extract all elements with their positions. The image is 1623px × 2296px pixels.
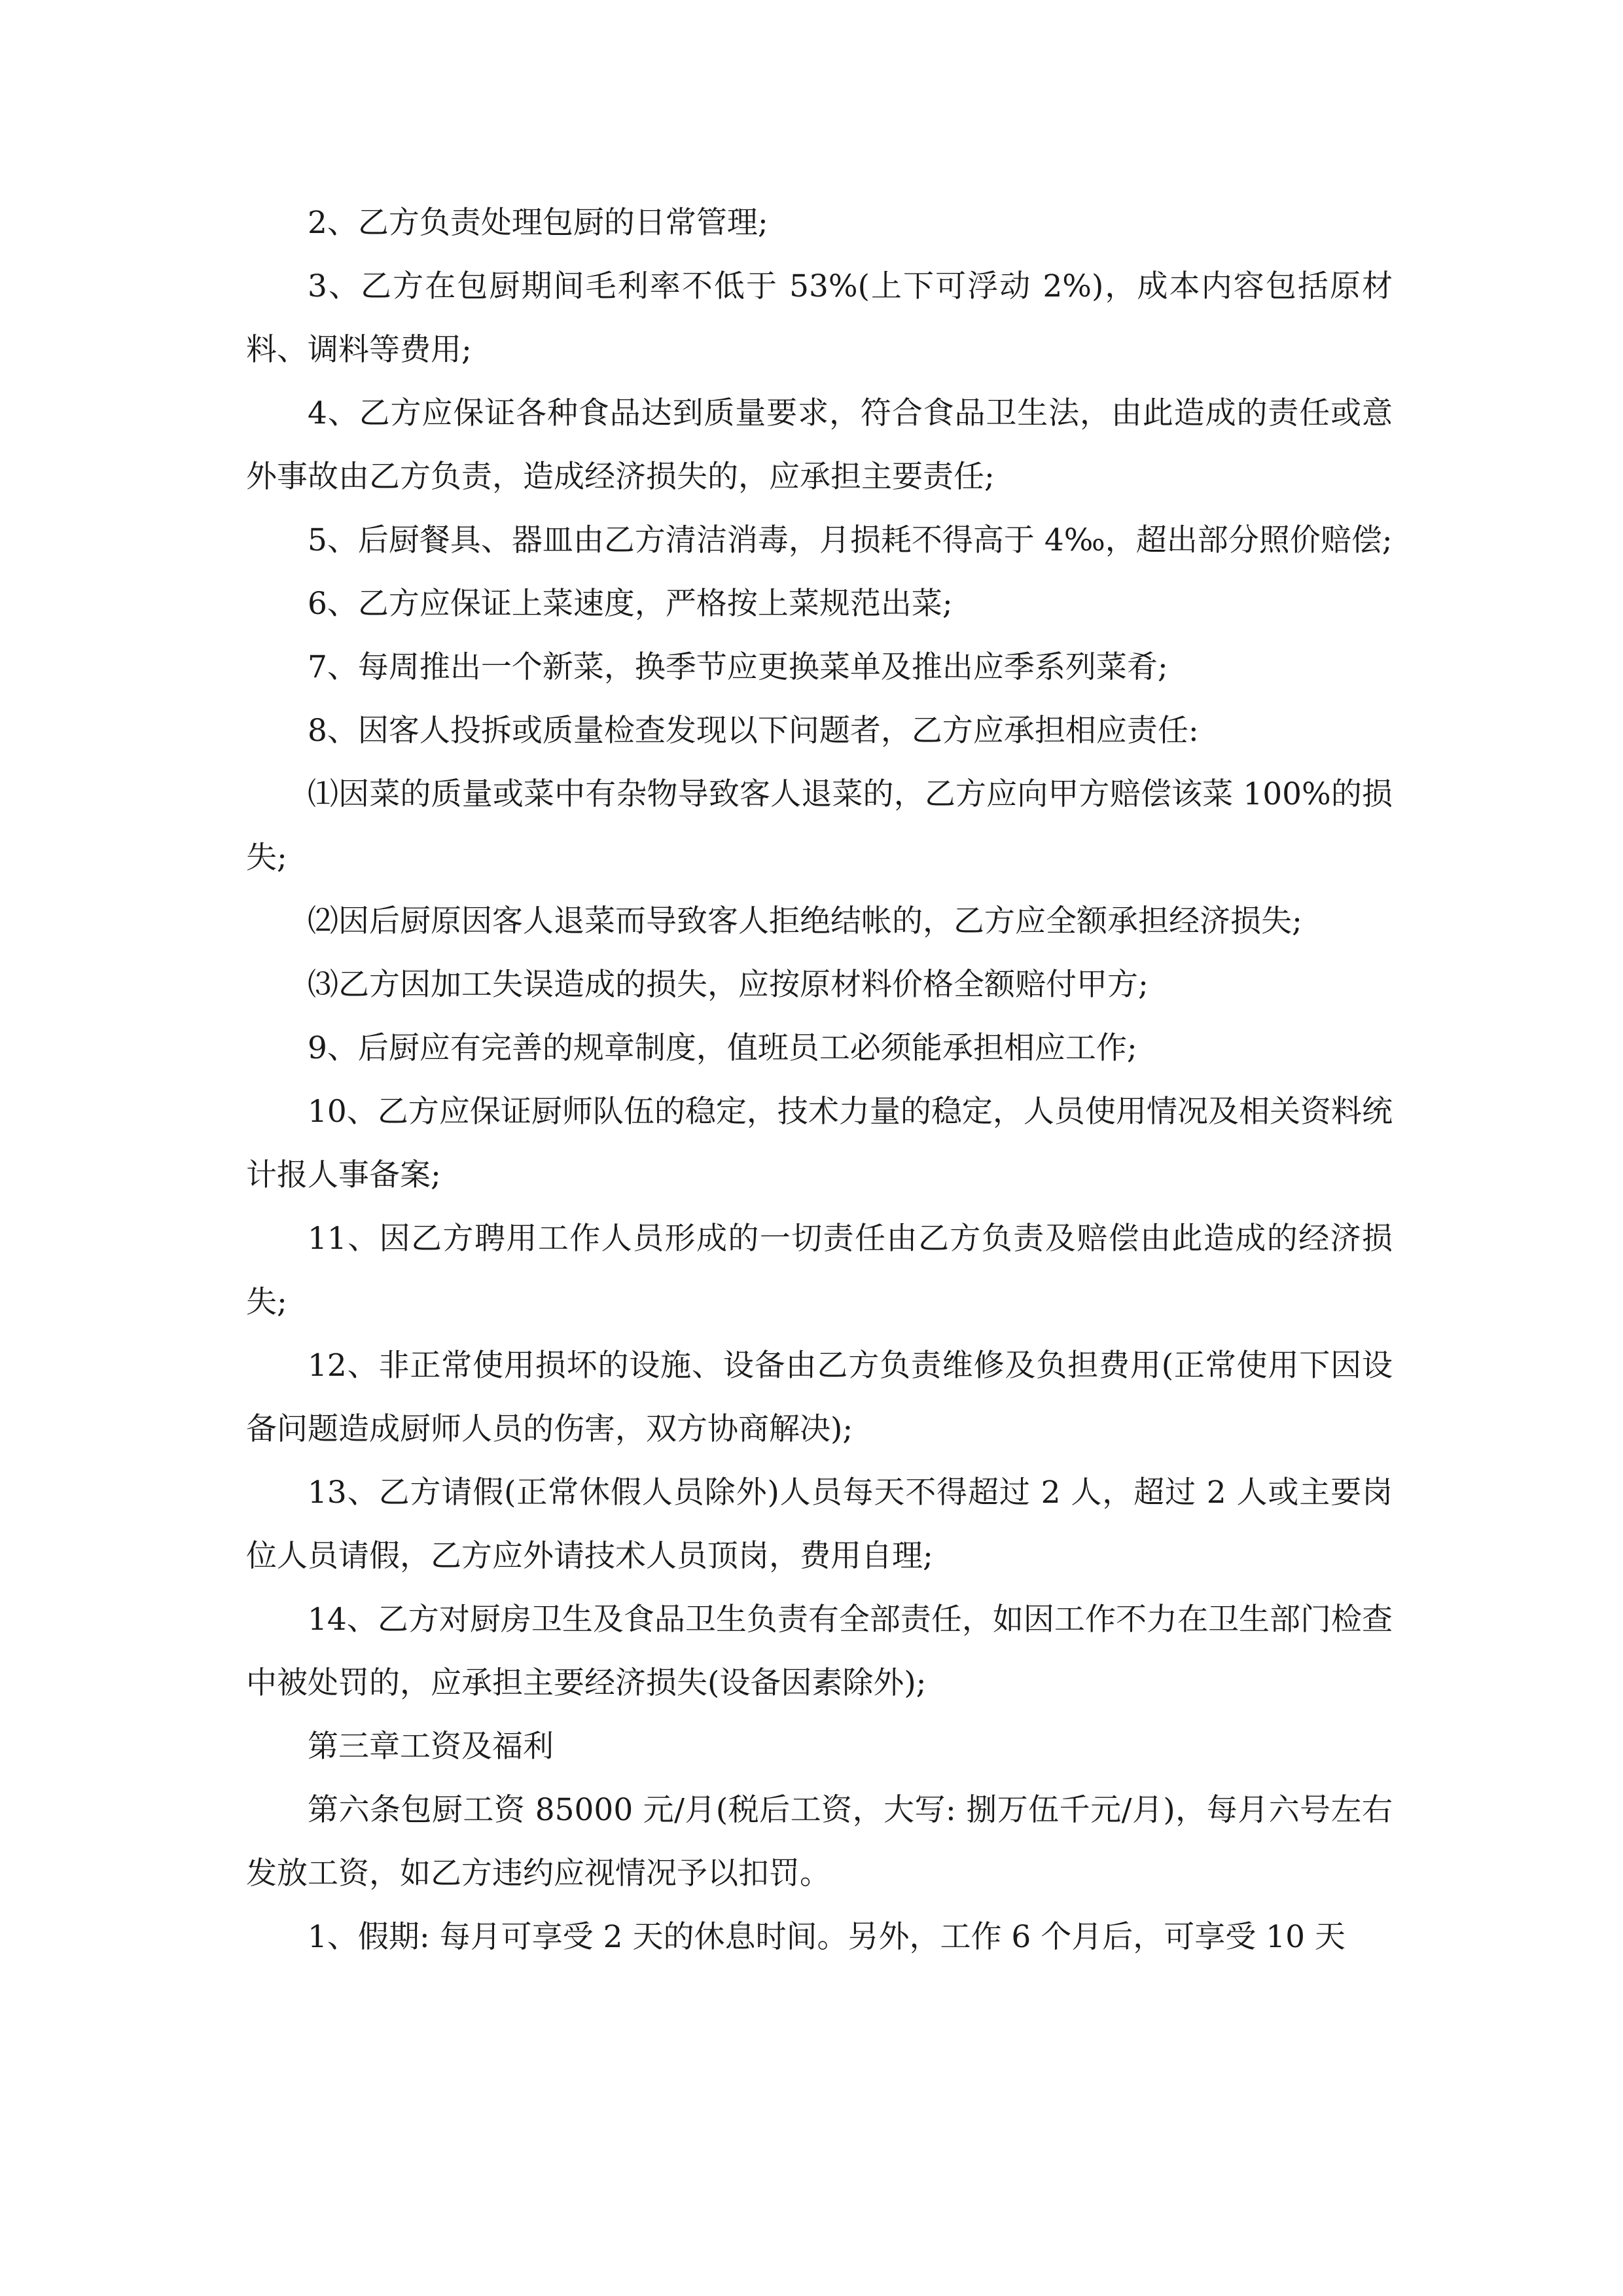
clause-11: 11、因乙方聘用工作人员形成的一切责任由乙方负责及赔偿由此造成的经济损失; xyxy=(246,1221,1393,1320)
clause-7: 7、每周推出一个新菜，换季节应更换菜单及推出应季系列菜肴; xyxy=(308,649,1168,685)
chapter-heading: 第三章工资及福利 xyxy=(308,1729,554,1765)
clause-13: 13、乙方请假(正常休假人员除外)人员每天不得超过 2 人，超过 2 人或主要岗位人员请假，乙方应外请技术人员顶岗，费用自理; xyxy=(246,1475,1393,1574)
clause-8-sub-1: ⑴因菜的质量或菜中有杂物导致客人退菜的，乙方应向甲方赔偿该菜 100%的损失; xyxy=(246,776,1393,876)
clause-4: 4、乙方应保证各种食品达到质量要求，符合食品卫生法，由此造成的责任或意外事故由乙方负责，造成经济损失的，应承担主要责任; xyxy=(246,395,1393,495)
clause-10: 10、乙方应保证厨师队伍的稳定，技术力量的稳定，人员使用情况及相关资料统计报人事备案; xyxy=(246,1094,1393,1193)
clause-14: 14、乙方对厨房卫生及食品卫生负责有全部责任，如因工作不力在卫生部门检查中被处罚的，应承担主要经济损失(设备因素除外); xyxy=(246,1602,1393,1701)
clause-6: 6、乙方应保证上菜速度，严格按上菜规范出菜; xyxy=(308,586,953,622)
clause-8: 8、因客人投拆或质量检查发现以下问题者，乙方应承担相应责任: xyxy=(308,713,1199,749)
clause-9: 9、后厨应有完善的规章制度，值班员工必须能承担相应工作; xyxy=(308,1030,1137,1066)
article-6: 第六条包厨工资 85000 元/月(税后工资，大写: 捌万伍千元/月)，每月六号左右发放工资，如乙方违约应视情况予以扣罚。 xyxy=(246,1792,1393,1892)
clause-2: 2、乙方负责处理包厨的日常管理; xyxy=(308,205,768,241)
clause-12: 12、非正常使用损坏的设施、设备由乙方负责维修及负担费用(正常使用下因设备问题造成厨师人员的伤害，双方协商解决); xyxy=(246,1348,1393,1447)
article-6-item-1: 1、假期: 每月可享受 2 天的休息时间。另外，工作 6 个月后，可享受 10 天 xyxy=(308,1919,1346,1955)
clause-5: 5、后厨餐具、器皿由乙方清洁消毒，月损耗不得高于 4‰，超出部分照价赔偿; xyxy=(308,522,1393,558)
clause-8-sub-2: ⑵因后厨原因客人退菜而导致客人拒绝结帐的，乙方应全额承担经济损失; xyxy=(308,903,1302,939)
clause-8-sub-3: ⑶乙方因加工失误造成的损失，应按原材料价格全额赔付甲方; xyxy=(308,967,1149,1003)
document-body xyxy=(246,191,1393,1969)
clause-3: 3、乙方在包厨期间毛利率不低于 53%(上下可浮动 2%)，成本内容包括原材料、调料等费用; xyxy=(246,268,1393,368)
